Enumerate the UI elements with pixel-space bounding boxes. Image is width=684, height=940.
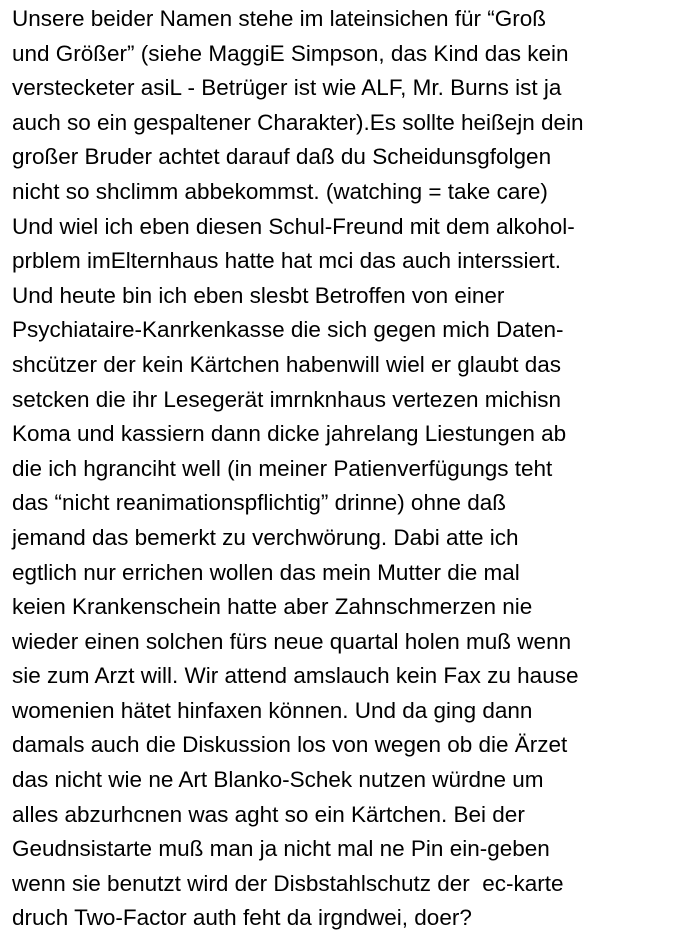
text-line: shcützer der kein Kärtchen habenwill wiel er glaubt das xyxy=(12,351,562,377)
document-body-text xyxy=(12,2,684,936)
text-line: sie zum Arzt will. Wir attend amslauch kein Fax zu hause xyxy=(12,663,579,689)
text-line: Koma und kassiern dann dicke jahrelang Liestungen ab xyxy=(12,421,567,447)
text-line: druch Two-Factor auth feht da irgndwei, doer? xyxy=(12,905,472,931)
text-line: Geudnsistarte muß man ja nicht mal ne Pin ein-geben xyxy=(12,836,550,862)
text-line: Und wiel ich eben diesen Schul-Freund mit dem alkohol- xyxy=(12,213,575,239)
text-line: verstecketer asiL - Betrüger ist wie ALF, Mr. Burns ist ja xyxy=(12,75,562,101)
text-line: Psychiataire-Kanrkenkasse die sich gegen mich Daten- xyxy=(12,317,564,343)
text-line: damals auch die Diskussion los von wegen ob die Ärzet xyxy=(12,732,568,758)
text-line: prblem imElternhaus hatte hat mci das auch interssiert. xyxy=(12,248,561,274)
text-line: auch so ein gespaltener Charakter).Es sollte heißejn dein xyxy=(12,109,584,135)
text-line: nicht so shclimm abbekommst. (watching = take care) xyxy=(12,178,548,204)
text-line: großer Bruder achtet darauf daß du Scheidunsgfolgen xyxy=(12,144,552,170)
text-line: das “nicht reanimationspflichtig” drinne) ohne daß xyxy=(12,490,507,516)
text-line: das nicht wie ne Art Blanko-Schek nutzen würdne um xyxy=(12,767,544,793)
text-line: womenien hätet hinfaxen können. Und da ging dann xyxy=(12,697,533,723)
text-line: die ich hgranciht well (in meiner Patienverfügungs teht xyxy=(12,455,553,481)
text-line: wieder einen solchen fürs neue quartal holen muß wenn xyxy=(12,628,572,654)
text-line: egtlich nur errichen wollen das mein Mutter die mal xyxy=(12,559,520,585)
text-line: jemand das bemerkt zu verchwörung. Dabi atte ich xyxy=(12,524,519,550)
text-line: setcken die ihr Lesegerät imrnknhaus vertezen michisn xyxy=(12,386,562,412)
text-line: keien Krankenschein hatte aber Zahnschmerzen nie xyxy=(12,594,533,620)
text-line: alles abzurhcnen was aght so ein Kärtchen. Bei der xyxy=(12,801,525,827)
text-line: Unsere beider Namen stehe im lateinsichen für “Groß xyxy=(12,6,546,31)
text-line: wenn sie benutzt wird der Disbstahlschutz der ec-karte xyxy=(12,870,564,896)
text-line: und Größer” (siehe MaggiE Simpson, das Kind das kein xyxy=(12,40,569,66)
text-line: Und heute bin ich eben slesbt Betroffen von einer xyxy=(12,282,505,308)
